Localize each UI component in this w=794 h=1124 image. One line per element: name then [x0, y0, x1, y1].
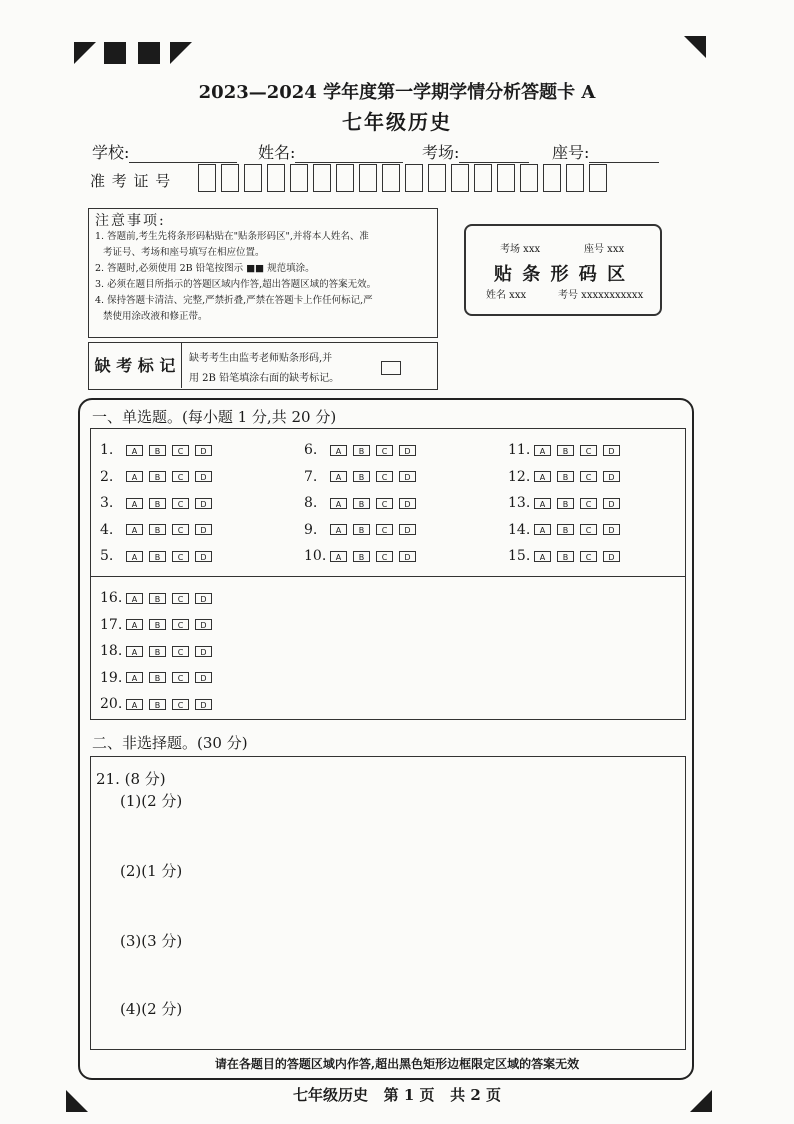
registration-mark	[170, 42, 192, 64]
question-21-label: 21. (8 分)	[96, 770, 166, 788]
question-row	[508, 495, 626, 511]
option-bubble-b[interactable]: B	[353, 471, 370, 482]
option-bubble-c[interactable]: C	[172, 699, 189, 710]
question-number: 1.	[100, 442, 114, 458]
admission-digit-box[interactable]	[267, 164, 285, 192]
question-number: 6.	[304, 442, 318, 458]
option-bubble-a[interactable]: A	[126, 445, 143, 456]
option-bubble-a[interactable]: A	[534, 471, 551, 482]
question-row	[304, 469, 422, 485]
option-bubble-d[interactable]: D	[195, 619, 212, 630]
option-bubble-c[interactable]: C	[376, 445, 393, 456]
absent-checkbox[interactable]	[381, 361, 401, 375]
question-row	[304, 495, 422, 511]
admission-digit-box[interactable]	[428, 164, 446, 192]
option-bubble-d[interactable]: D	[603, 524, 620, 535]
question-number: 9.	[304, 521, 318, 538]
admission-digit-box[interactable]	[313, 164, 331, 192]
notice-item: 禁使用涂改液和修正带。	[103, 311, 208, 322]
option-bubble-b[interactable]: B	[149, 672, 166, 683]
admission-digit-box[interactable]	[520, 164, 538, 192]
option-bubble-b[interactable]: B	[353, 498, 370, 509]
notice-item: 3. 必须在题目所指示的答题区域内作答,超出答题区域的答案无效。	[95, 279, 377, 290]
notice-title: 注意事项:	[95, 213, 166, 229]
option-bubble-a[interactable]: A	[126, 699, 143, 710]
option-bubble-a[interactable]: A	[330, 551, 347, 562]
option-bubble-b[interactable]: B	[149, 551, 166, 562]
option-bubble-a[interactable]: A	[534, 524, 551, 535]
option-bubble-b[interactable]: B	[557, 551, 574, 562]
barcode-area	[464, 224, 662, 316]
option-bubble-a[interactable]: A	[330, 524, 347, 535]
option-bubble-d[interactable]: D	[603, 498, 620, 509]
question-row	[100, 590, 218, 606]
question-row	[304, 522, 422, 538]
option-bubble-c[interactable]: C	[172, 498, 189, 509]
barcode-room: 考场 xxx	[500, 244, 541, 255]
question-number: 10.	[304, 548, 327, 564]
option-bubble-c[interactable]: C	[580, 471, 597, 482]
option-bubble-d[interactable]: D	[399, 498, 416, 509]
section-title: 二、非选择题。(30 分)	[92, 734, 248, 752]
registration-mark	[104, 42, 126, 64]
option-bubble-d[interactable]: D	[603, 445, 620, 456]
option-bubble-d[interactable]: D	[195, 646, 212, 657]
option-bubble-b[interactable]: B	[353, 551, 370, 562]
option-bubble-b[interactable]: B	[149, 524, 166, 535]
registration-mark	[684, 36, 706, 58]
option-bubble-d[interactable]: D	[195, 672, 212, 683]
option-bubble-d[interactable]: D	[195, 471, 212, 482]
question-number: 8.	[304, 495, 318, 511]
question-row	[100, 495, 218, 511]
option-bubble-d[interactable]: D	[195, 593, 212, 604]
option-bubble-c[interactable]: C	[376, 524, 393, 535]
notice-item: 4. 保持答题卡清洁、完整,严禁折叠,严禁在答题卡上作任何标记,严	[95, 295, 373, 306]
seat-field[interactable]: 座号:	[552, 140, 659, 163]
option-bubble-a[interactable]: A	[126, 471, 143, 482]
page-title: 2023—2024 学年度第一学期学情分析答题卡 A	[198, 82, 596, 103]
option-bubble-c[interactable]: C	[376, 471, 393, 482]
page-footer: 七年级历史 第 1 页 共 2 页	[292, 1086, 502, 1104]
option-bubble-b[interactable]: B	[149, 593, 166, 604]
option-bubble-c[interactable]: C	[580, 498, 597, 509]
option-bubble-c[interactable]: C	[172, 619, 189, 630]
option-bubble-b[interactable]: B	[149, 699, 166, 710]
option-bubble-b[interactable]: B	[557, 498, 574, 509]
option-bubble-c[interactable]: C	[172, 445, 189, 456]
option-bubble-b[interactable]: B	[557, 524, 574, 535]
option-bubble-a[interactable]: A	[330, 445, 347, 456]
absent-label: 缺 考 标 记	[89, 343, 182, 388]
question-number: 11.	[508, 442, 531, 458]
exam-room-field[interactable]: 考场:	[422, 140, 529, 163]
question-row	[508, 548, 626, 564]
option-bubble-d[interactable]: D	[195, 498, 212, 509]
question-number: 16.	[100, 590, 123, 606]
option-bubble-d[interactable]: D	[603, 471, 620, 482]
question-row	[100, 643, 218, 659]
question-number: 13.	[508, 495, 531, 511]
option-bubble-d[interactable]: D	[399, 524, 416, 535]
page-subtitle: 七年级历史	[342, 110, 452, 134]
admission-digit-box[interactable]	[244, 164, 262, 192]
question-row	[100, 548, 218, 564]
option-bubble-b[interactable]: B	[149, 471, 166, 482]
question-number: 5.	[100, 548, 114, 564]
option-bubble-a[interactable]: A	[330, 471, 347, 482]
notice-item: 2. 答题时,必须使用 2B 铅笔按图示 ■■ 规范填涂。	[95, 263, 315, 274]
option-bubble-a[interactable]: A	[534, 445, 551, 456]
question-number: 7.	[304, 468, 318, 485]
absent-text: 缺考考生由监考老师贴条形码,并	[189, 353, 333, 364]
barcode-name: 姓名 xxx	[486, 290, 527, 301]
option-bubble-c[interactable]: C	[172, 672, 189, 683]
option-bubble-d[interactable]: D	[195, 699, 212, 710]
option-bubble-d[interactable]: D	[399, 551, 416, 562]
admission-label: 准 考 证 号	[90, 172, 172, 190]
question-row	[304, 442, 422, 458]
admission-digit-box[interactable]	[543, 164, 561, 192]
question-part: (4)(2 分)	[120, 1000, 183, 1018]
question-row	[508, 469, 626, 485]
question-row	[100, 617, 218, 633]
question-number: 2.	[100, 468, 114, 485]
admission-digit-box[interactable]	[221, 164, 239, 192]
admission-digit-box[interactable]	[198, 164, 216, 192]
option-bubble-a[interactable]: A	[126, 498, 143, 509]
option-bubble-c[interactable]: C	[172, 524, 189, 535]
option-bubble-a[interactable]: A	[534, 498, 551, 509]
option-bubble-b[interactable]: B	[353, 445, 370, 456]
admission-digit-box[interactable]	[589, 164, 607, 192]
admission-digit-box[interactable]	[290, 164, 308, 192]
question-number: 12.	[508, 468, 531, 485]
option-bubble-a[interactable]: A	[534, 551, 551, 562]
admission-digit-box[interactable]	[497, 164, 515, 192]
option-bubble-a[interactable]: A	[126, 551, 143, 562]
section-title: 一、单选题。(每小题 1 分,共 20 分)	[92, 408, 337, 426]
option-bubble-b[interactable]: B	[353, 524, 370, 535]
option-bubble-d[interactable]: D	[195, 524, 212, 535]
question-row	[508, 522, 626, 538]
question-number: 17.	[100, 616, 123, 633]
question-row	[508, 442, 626, 458]
option-bubble-b[interactable]: B	[149, 445, 166, 456]
question-row	[100, 696, 218, 712]
admission-digit-box[interactable]	[405, 164, 423, 192]
option-bubble-d[interactable]: D	[603, 551, 620, 562]
question-row	[304, 548, 422, 564]
option-bubble-c[interactable]: C	[172, 551, 189, 562]
option-bubble-c[interactable]: C	[580, 524, 597, 535]
question-part: (2)(1 分)	[120, 862, 183, 880]
option-bubble-c[interactable]: C	[172, 646, 189, 657]
option-bubble-c[interactable]: C	[580, 445, 597, 456]
option-bubble-b[interactable]: B	[557, 471, 574, 482]
admission-digit-box[interactable]	[382, 164, 400, 192]
option-bubble-d[interactable]: D	[195, 551, 212, 562]
question-part: (3)(3 分)	[120, 932, 183, 950]
option-bubble-c[interactable]: C	[580, 551, 597, 562]
option-bubble-c[interactable]: C	[172, 471, 189, 482]
admission-digit-box[interactable]	[566, 164, 584, 192]
option-bubble-a[interactable]: A	[126, 672, 143, 683]
option-bubble-a[interactable]: A	[126, 619, 143, 630]
option-bubble-b[interactable]: B	[149, 498, 166, 509]
option-bubble-c[interactable]: C	[172, 593, 189, 604]
option-bubble-d[interactable]: D	[399, 445, 416, 456]
option-bubble-b[interactable]: B	[557, 445, 574, 456]
admission-digit-box[interactable]	[474, 164, 492, 192]
absent-text: 用 2B 铅笔填涂右面的缺考标记。	[189, 373, 340, 384]
school-field[interactable]: 学校:	[92, 140, 237, 163]
option-bubble-d[interactable]: D	[399, 471, 416, 482]
barcode-number: 考号 xxxxxxxxxxx	[558, 290, 644, 301]
question-row	[100, 442, 218, 458]
question-number: 20.	[100, 696, 123, 712]
question-number: 19.	[100, 669, 123, 686]
option-bubble-c[interactable]: C	[376, 498, 393, 509]
registration-mark	[74, 42, 96, 64]
option-bubble-d[interactable]: D	[195, 445, 212, 456]
question-part: (1)(2 分)	[120, 792, 183, 810]
notice-box	[88, 208, 438, 338]
question-row	[100, 670, 218, 686]
option-bubble-c[interactable]: C	[376, 551, 393, 562]
question-number: 15.	[508, 548, 531, 564]
option-bubble-a[interactable]: A	[330, 498, 347, 509]
question-number: 18.	[100, 643, 123, 659]
barcode-seat: 座号 xxx	[584, 244, 625, 255]
question-number: 14.	[508, 521, 531, 538]
option-bubble-b[interactable]: B	[149, 619, 166, 630]
option-bubble-a[interactable]: A	[126, 646, 143, 657]
question-row	[100, 469, 218, 485]
option-bubble-a[interactable]: A	[126, 524, 143, 535]
warning-text: 请在各题目的答题区域内作答,超出黑色矩形边框限定区域的答案无效	[214, 1057, 580, 1071]
option-bubble-a[interactable]: A	[126, 593, 143, 604]
name-field[interactable]: 姓名:	[258, 140, 403, 163]
barcode-label: 贴 条 形 码 区	[494, 264, 628, 285]
absent-mark-box	[88, 342, 438, 390]
question-number: 4.	[100, 521, 114, 538]
admission-digit-box[interactable]	[336, 164, 354, 192]
notice-item: 考证号、考场和座号填写在相应位置。	[103, 247, 265, 258]
question-row	[100, 522, 218, 538]
registration-mark	[138, 42, 160, 64]
question-number: 3.	[100, 495, 114, 511]
notice-item: 1. 答题前,考生先将条形码粘贴在"贴条形码区",并将本人姓名、准	[95, 231, 369, 242]
admission-digit-box[interactable]	[451, 164, 469, 192]
admission-digit-box[interactable]	[359, 164, 377, 192]
option-bubble-b[interactable]: B	[149, 646, 166, 657]
